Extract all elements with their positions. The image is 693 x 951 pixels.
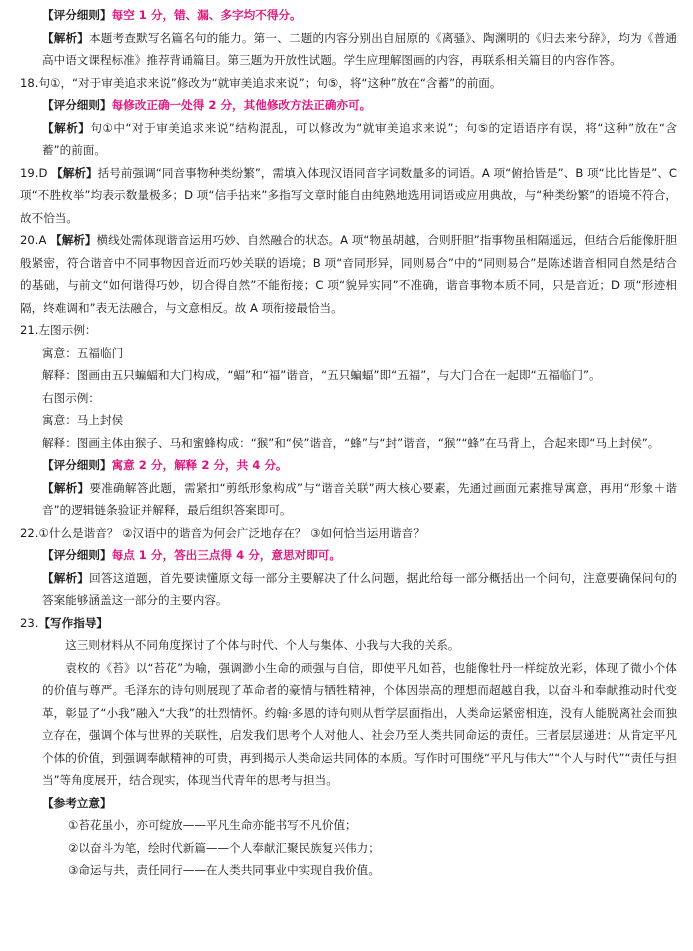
rule-tag: 【评分细则】 bbox=[42, 98, 112, 112]
reference-tag: 【参考立意】 bbox=[42, 795, 112, 810]
analysis-text: 括号前强调“同音事物种类纷繁”，需填入体现汉语同音字词数量多的词语。A 项“俯拾皆是”、B 项“比比皆是”、C 项“不胜枚举”均表示数量极多；D 项“信手拈来”多指写文章时能自由纯熟地选用词语或应用典故，与“种类纷繁”的语境不符合，故不恰当。 bbox=[20, 165, 677, 225]
reference-idea: ①苔花虽小，亦可绽放——平凡生命亦能书写不凡价值； bbox=[68, 818, 357, 832]
question-number: 19. bbox=[20, 165, 39, 180]
scoring-rule-18 bbox=[20, 94, 677, 117]
analysis-text: 要准确解答此题，需紧扣“剪纸形象构成”与“谐音关联”两大核心要素，先通过画面元素推导寓意，再用“形象＋谐音”的逻辑链条验证并解释，最后组织答案即可。 bbox=[42, 480, 677, 517]
question-number: 18. bbox=[20, 75, 39, 90]
left-example-heading: 左图示例： bbox=[38, 323, 97, 337]
analysis-tag: 【解析】 bbox=[51, 165, 98, 180]
reference-ideas-tag bbox=[20, 792, 677, 815]
rule-text: 寓意 2 分，解释 2 分，共 4 分。 bbox=[111, 458, 288, 472]
answer-letter: D bbox=[38, 165, 48, 180]
analysis-22 bbox=[20, 567, 677, 612]
scoring-rule-17 bbox=[20, 4, 677, 27]
rule-tag: 【评分细则】 bbox=[42, 548, 112, 562]
scoring-rule-21 bbox=[20, 454, 677, 477]
question-22-answer bbox=[20, 522, 677, 545]
rule-tag: 【评分细则】 bbox=[42, 8, 112, 22]
writing-guide-paragraph-2: 袁枚的《苔》以“苔花”为喻，强调渺小生命的顽强与自信，即使平凡如苔，也能像牡丹一样绽放光彩，体现了微小个体的价值与尊严。毛泽东的诗句则展现了革命者的豪情与牺牲精神，个体因崇高的理想而超越自我，以奋斗和奉献推动时代变革，彰显了“小我”融入“大我”的壮烈情怀。约翰·多恩的诗句则从哲学层面指出，人类命运紧密相连，没有人能脱离社会而独立存在，强调个体与世界的关联性，启发我们思考个人对他人、社会乃至人类共同命运的责任。三者层层递进：从肯定平凡个体的价值，到强调奉献精神的可贵，再到揭示人类命运共同体的本质。写作时可围绕“平凡与伟大”“个人与时代”“责任与担当”等角度展开，结合现实，体现当代青年的思考与担当。 bbox=[42, 660, 677, 787]
analysis-17 bbox=[20, 27, 677, 72]
writing-guide-tag: 【写作指导】 bbox=[38, 615, 109, 630]
question-23-heading bbox=[20, 612, 677, 635]
answer-letter: A bbox=[38, 233, 47, 247]
question-number: 20. bbox=[20, 233, 39, 247]
left-explanation: 解释：图画由五只蝙蝠和大门构成，“蝠”和“福”谐音，“五只蝙蝠”即“五福”，与大门合在一起即“五福临门”。 bbox=[42, 368, 601, 382]
question-number: 22. bbox=[20, 525, 39, 540]
rule-text: 每修改正确一处得 2 分，其他修改方法正确亦可。 bbox=[111, 98, 372, 112]
analysis-tag: 【解析】 bbox=[50, 233, 97, 247]
right-meaning: 寓意：马上封侯 bbox=[42, 413, 124, 427]
analysis-tag: 【解析】 bbox=[42, 480, 90, 495]
analysis-tag: 【解析】 bbox=[42, 120, 91, 135]
analysis-tag: 【解析】 bbox=[42, 570, 90, 585]
rule-text: 每点 1 分，答出三点得 4 分，意思对即可。 bbox=[111, 548, 341, 562]
reference-idea: ③命运与共，责任同行——在人类共同事业中实现自我价值。 bbox=[68, 863, 380, 877]
answer-text: ①什么是谐音？ ②汉语中的谐音为何会广泛地存在？ ③如何恰当运用谐音？ bbox=[38, 525, 425, 540]
left-meaning: 寓意：五福临门 bbox=[42, 345, 124, 360]
rule-text: 每空 1 分，错、漏、多字均不得分。 bbox=[111, 8, 302, 22]
question-18-answer bbox=[20, 72, 677, 95]
right-example-heading: 右图示例： bbox=[42, 390, 100, 405]
scoring-rule-22 bbox=[20, 544, 677, 567]
rule-tag: 【评分细则】 bbox=[42, 458, 112, 472]
reference-idea: ②以奋斗为笔，绘时代新篇——个人奉献汇聚民族复兴伟力； bbox=[68, 840, 380, 855]
answer-text: 句①，“对于审美追求来说”修改为“就审美追求来说”；句⑤，将“这种”放在“含蓄”的前面。 bbox=[38, 75, 502, 90]
analysis-tag: 【解析】 bbox=[42, 30, 90, 45]
analysis-18 bbox=[20, 117, 677, 162]
analysis-text: 本题考查默写名篇名句的能力。第一、二题的内容分别出自屈原的《离骚》、陶渊明的《归去来兮辞》，均为《普通高中语文课程标准》推荐背诵篇目。第三题为开放性试题。学生应理解图画的内容，再联系相关篇目的内容作答。 bbox=[42, 30, 677, 67]
question-21-answer bbox=[20, 319, 677, 342]
question-19-answer bbox=[20, 162, 677, 230]
right-explanation: 解释：图画主体由猴子、马和蜜蜂构成：“猴”和“侯”谐音，“蜂”与“封”谐音，“猴”“蜂”在马背上，合起来即“马上封侯”。 bbox=[42, 435, 660, 450]
writing-guide-paragraph-1: 这三则材料从不同角度探讨了个体与时代、个人与集体、小我与大我的关系。 bbox=[65, 638, 460, 652]
analysis-text: 回答这道题，首先要读懂原文每一部分主要解决了什么问题，据此给每一部分概括出一个问句，注意要确保问句的答案能够涵盖这一部分的主要内容。 bbox=[42, 570, 677, 607]
analysis-text: 横线处需体现谐音运用巧妙、自然融合的状态。A 项“物虽胡越，合则肝胆”指事物虽相隔遥远，但结合后能像肝胆般紧密，符合谐音中不同事物因音近而巧妙关联的语境；B 项“音同形异，同则易合”中的“同则易合”是陈述谐音相同自然是结合的基础，与前文“如何谐得巧妙，切合得自然”不能衔接；C 项“貌异实同”不准确，谐音事物本质不同，只是音近；D 项“形迹相隔，终难调和”表无法融合，与文意相反。故 A 项衔接最恰当。 bbox=[20, 233, 677, 315]
analysis-21 bbox=[20, 477, 677, 522]
question-20-answer bbox=[20, 229, 677, 319]
question-number: 23. bbox=[20, 615, 39, 630]
question-number: 21. bbox=[20, 323, 39, 337]
analysis-text: 句①中“对于审美追求来说”结构混乱，可以修改为“就审美追求来说”；句⑤的定语语序有误，将“这种”放在“含蓄”的前面。 bbox=[42, 120, 677, 157]
